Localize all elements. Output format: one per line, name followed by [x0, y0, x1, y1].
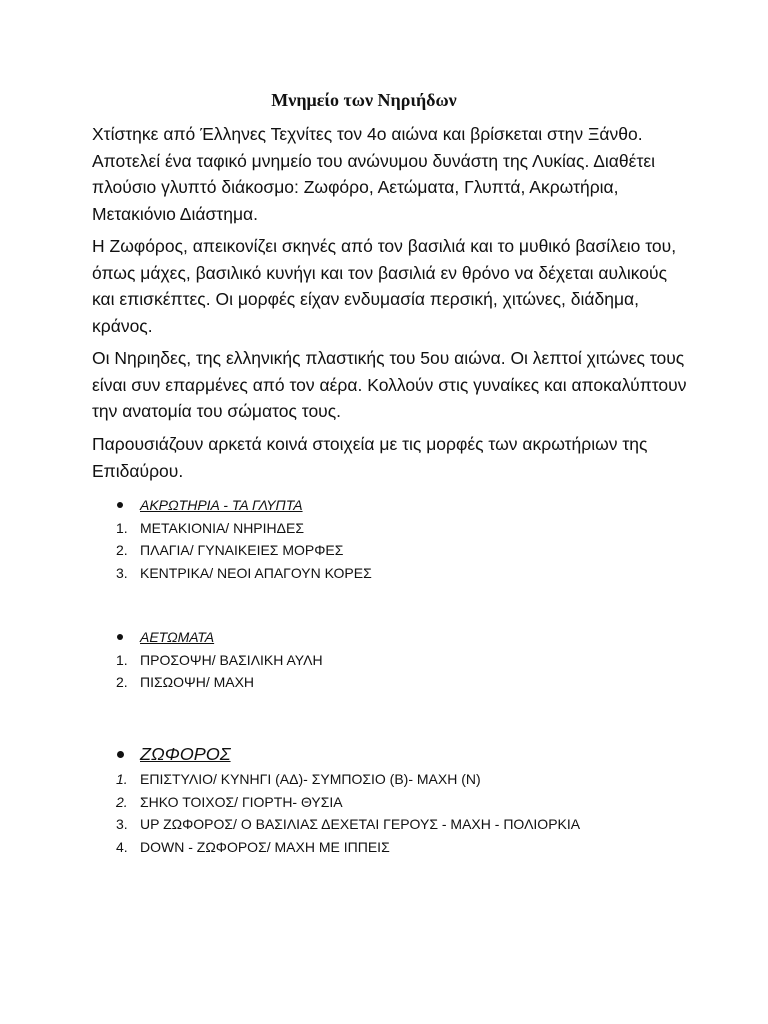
list-heading [116, 626, 676, 649]
bullet-icon [116, 740, 138, 768]
list-zoforos [116, 740, 676, 858]
list-item-number: 2. [116, 542, 128, 558]
list-item-text: ΠΡΟΣΟΨΗ/ ΒΑΣΙΛΙΚΗ ΑΥΛΗ [140, 651, 323, 668]
document-title: Μνημείο των Νηριήδων [271, 90, 457, 110]
paragraph-1: Χτίστηκε από Έλληνες Τεχνίτες τον 4ο αιώνα και βρίσκεται στην Ξάνθο. Αποτελεί ένα ταφικό μνημείο του ανώνυμου δυνάστη της Λυκίας. Διαθέτει πλούσιο γλυπτό διάκοσμο: Ζωφόρο, Αετώματα, Γλυπτά, Ακρωτήρια, Μετακιόνιο Διάστημα. [92, 124, 656, 224]
list-item [116, 768, 676, 791]
list-item-text: UP ΖΩΦΟΡΟΣ/ Ο ΒΑΣΙΛΙΑΣ ΔΕΧΕΤΑΙ ΓΕΡΟΥΣ - ΜΑΧΗ - ΠΟΛΙΟΡΚΙΑ [140, 816, 581, 832]
paragraph-4: Παρουσιάζουν αρκετά κοινά στοιχεία με τις μορφές των ακρωτήριων της Επιδαύρου. [92, 434, 648, 481]
list-heading-text: ΑΚΡΩΤΗΡΙΑ - ΤΑ ΓΛΥΠΤΑ [140, 497, 303, 513]
bullet-icon [116, 626, 138, 649]
list-item [116, 671, 676, 694]
list-item-text: ΠΛΑΓΙΑ/ ΓΥΝΑΙΚΕΙΕΣ ΜΟΡΦΕΣ [140, 542, 344, 558]
list-item [116, 539, 676, 562]
list-aetomata [116, 626, 676, 694]
list-item [116, 836, 676, 859]
list-item-number: 1. [116, 519, 128, 536]
list-heading [116, 740, 676, 768]
list-item-number: 1. [116, 771, 128, 787]
bullet-icon [116, 494, 138, 517]
list-item-text: ΕΠΙΣΤΥΛΙΟ/ ΚΥΝΗΓΙ (ΑΔ)- ΣΥΜΠΟΣΙΟ (Β)- ΜΑΧΗ (Ν) [140, 771, 481, 787]
list-item-number: 3. [116, 816, 128, 832]
list-item-number: 1. [116, 651, 128, 668]
paragraph-2: Η Ζωφόρος, απεικονίζει σκηνές από τον βασιλιά και το μυθικό βασίλειο του, όπως μάχες, βασιλικό κυνήγι και τον βασιλιά εν θρόνο να δέχεται αυλικούς και επισκέπτες. Οι μορφές είχαν ενδυμασία περσική, χιτώνες, διάδημα, κράνος. [92, 236, 677, 336]
list-item-text: ΚΕΝΤΡΙΚΑ/ ΝΕΟΙ ΑΠΑΓΟΥΝ ΚΟΡΕΣ [140, 564, 372, 581]
list-heading-text: ΖΩΦΟΡΟΣ [140, 744, 231, 764]
list-item-number: 3. [116, 564, 128, 581]
list-item [116, 813, 676, 836]
list-item-text: ΜΕΤΑΚΙΟΝΙΑ/ ΝΗΡΙΗΔΕΣ [140, 519, 304, 536]
list-item-number: 2. [116, 674, 128, 690]
list-item-text: ΠΙΣΩΟΨΗ/ ΜΑΧΗ [140, 674, 255, 690]
list-item-text: DOWN - ΖΩΦΟΡΟΣ/ ΜΑΧΗ ΜΕ ΙΠΠΕΙΣ [140, 838, 390, 855]
list-item-text: ΣΗΚΟ ΤΟΙΧΟΣ/ ΓΙΟΡΤΗ- ΘΥΣΙΑ [140, 793, 343, 810]
list-item [116, 562, 676, 585]
paragraph-3: Οι Νηριηδες, της ελληνικής πλαστικής του 5ου αιώνα. Οι λεπτοί χιτώνες τους είναι συν επαρμένες από τον αέρα. Κολλούν στις γυναίκες και αποκαλύπτουν την ανατομία του σώματος τους. [92, 348, 687, 421]
list-akrotiria [116, 494, 676, 584]
list-heading-text: ΑΕΤΩΜΑΤΑ [140, 629, 215, 645]
list-item-number: 4. [116, 838, 128, 855]
list-item [116, 791, 676, 814]
list-item-number: 2. [116, 793, 128, 810]
list-item [116, 649, 676, 672]
list-heading [116, 494, 676, 517]
list-item [116, 517, 676, 540]
